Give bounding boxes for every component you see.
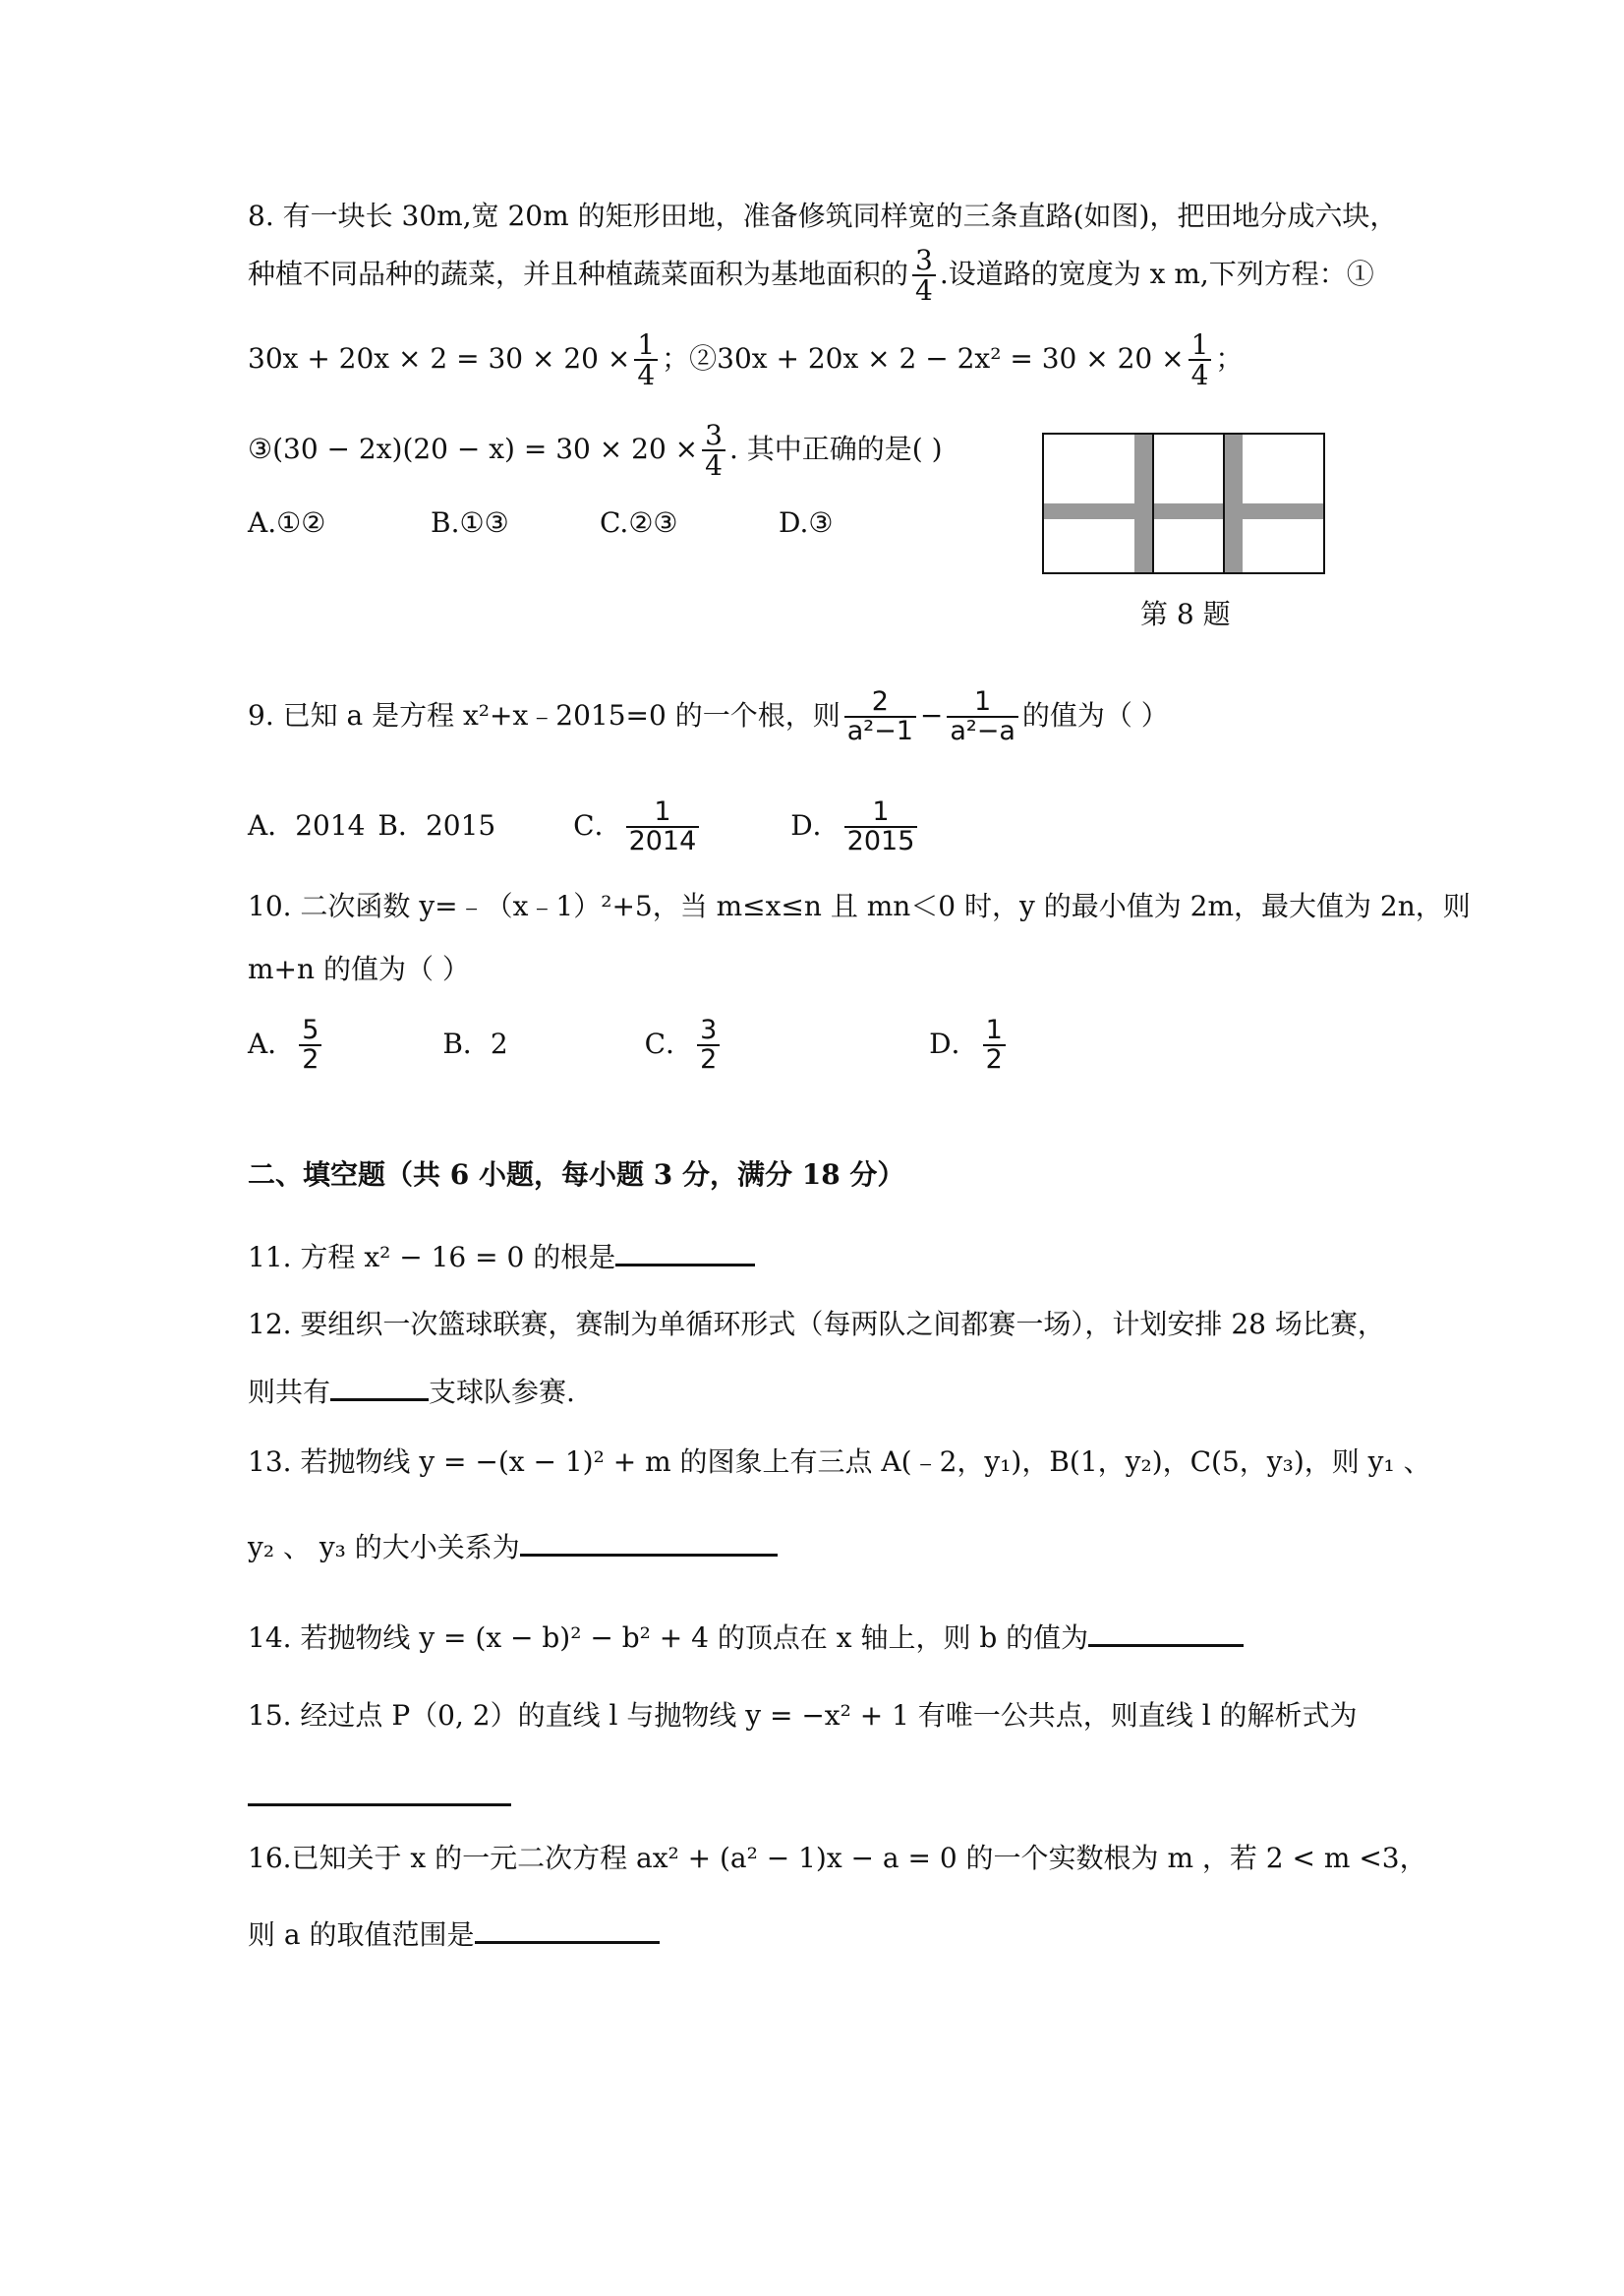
q10-option-a: A． [248,1027,296,1060]
q9-fraction-2 [947,688,1018,746]
q8-option-d: D.③ [779,506,834,539]
q13-line2 [248,1526,778,1564]
q10-line2: m+n 的值为（ ） [248,953,470,985]
q9-stem-pre: 9. 已知 a 是方程 x²+x﹣2015=0 的一个根，则 [248,698,841,732]
q9-option-d: D． [790,808,841,842]
q10-option-c-fraction-den: 2 [700,1044,718,1076]
q9-option-a: A．2014 [248,808,366,842]
q12-line2 [248,1371,575,1409]
q10-option-b: B．2 [442,1027,508,1060]
q8-eq3-fraction [702,421,725,481]
q8-line2-pre: 种植不同品种的蔬菜，并且种植蔬菜面积为基地面积的 [248,257,909,290]
q13-line1: 13. 若抛物线 y = −(x − 1)² + m 的图象上有三点 A(﹣2，y₁)，B(1，y₂)，C(5，y₃)，则 y₁ 、 [248,1445,1431,1478]
q8-option-b: B.①③ [431,506,509,539]
q8-eq3-fraction-den: 4 [705,449,723,483]
q9-minus: − [919,698,944,732]
q8-vertical-road-left [1134,435,1152,572]
q16-line2 [248,1913,660,1952]
q9-option-d-fraction-den: 2015 [846,826,915,857]
q8-equation-3 [248,421,943,481]
q10-option-d-fraction-num: 1 [983,1017,1006,1046]
q8-eq1: 30x + 20x × 2 = 30 × 20 × [248,341,631,375]
q14-text: 14. 若抛物线 y = (x − b)² − b² + 4 的顶点在 x 轴上，则 b 的值为 [248,1621,1089,1654]
q11-text: 11. 方程 x² − 16 = 0 的根是 [248,1241,616,1273]
q9-fraction-1-den: a²−1 [846,716,913,747]
q8-area-fraction-den: 4 [915,274,933,308]
q15-answer-blank[interactable] [248,1776,511,1806]
q8-road-edge [1152,435,1154,572]
q9-option-c-fraction-den: 2014 [628,826,697,857]
q8-eq3-fraction-num: 3 [702,421,725,451]
q10-option-d-fraction-den: 2 [985,1044,1003,1076]
q8-option-c: C.②③ [600,506,678,539]
q9-option-c-fraction [626,798,700,856]
q10-option-c: C． [644,1027,694,1060]
q12-line2-post: 支球队参赛. [429,1376,575,1408]
q8-eq3: ③(30 − 2x)(20 − x) = 30 × 20 × [248,432,699,465]
q8-horizontal-road [1044,503,1323,519]
q11-answer-blank[interactable] [615,1236,755,1266]
q9-stem-post: 的值为（ ） [1021,698,1169,732]
q8-road-edge [1223,435,1225,572]
q16-line2-text: 则 a 的取值范围是 [248,1918,475,1951]
q8-figure-caption: 第 8 题 [1140,598,1231,630]
q8-eq1-fraction [634,330,658,390]
q10-option-c-fraction-num: 3 [697,1017,720,1046]
q16-line1: 16.已知关于 x 的一元二次方程 ax² + (a² − 1)x − a = 0 的一个实数根为 m ，若 2 < m <3， [248,1842,1427,1874]
q8-area-fraction [912,246,936,306]
q9-stem [248,688,1169,746]
q9-option-c-fraction-num: 1 [626,798,700,828]
q8-field-figure [1042,433,1325,574]
q8-line2 [248,246,1374,306]
q9-fraction-2-den: a²−a [950,716,1015,747]
q10-option-d-fraction [983,1017,1006,1075]
q8-eq2-fraction [1189,330,1212,390]
q13-line2-text: y₂ 、 y₃ 的大小关系为 [248,1531,520,1563]
q11 [248,1236,755,1274]
q9-option-d-fraction [844,798,918,856]
q8-line2-post: .设道路的宽度为 x m,下列方程：① [939,257,1374,290]
q13-answer-blank[interactable] [520,1526,778,1557]
q10-option-a-fraction [299,1017,321,1075]
q8-eq2: ；②30x + 20x × 2 − 2x² = 30 × 20 × [662,341,1185,375]
q8-eq1-fraction-den: 4 [637,359,656,392]
q8-option-a: A.①② [248,506,326,539]
q12-answer-blank[interactable] [330,1371,429,1401]
q8-eq2-fraction-den: 4 [1190,359,1209,392]
q8-area-fraction-num: 3 [912,246,936,276]
q8-vertical-road-right [1225,435,1243,572]
q12-line2-pre: 则共有 [248,1376,331,1408]
q8-line1: 8. 有一块长 30m,宽 20m 的矩形田地，准备修筑同样宽的三条直路(如图)，把田地分成六块， [248,200,1398,232]
q9-fraction-1-num: 2 [844,688,916,718]
q16-answer-blank[interactable] [475,1913,660,1944]
q9-fraction-2-num: 1 [947,688,1018,718]
q10-option-a-fraction-den: 2 [302,1044,319,1076]
q9-option-d-fraction-num: 1 [844,798,918,828]
q15: 15. 经过点 P（0, 2）的直线 l 与抛物线 y = −x² + 1 有唯一公共点，则直线 l 的解析式为 [248,1699,1358,1732]
q8-eq2-end: ； [1215,341,1244,375]
q14-answer-blank[interactable] [1088,1617,1244,1647]
q14 [248,1617,1244,1655]
q8-eq1-fraction-num: 1 [634,330,658,361]
q9-option-c: C． [573,808,622,842]
q10-option-a-fraction-num: 5 [299,1017,321,1046]
q10-option-d: D． [929,1027,979,1060]
q9-option-b: B．2015 [377,808,496,842]
q8-eq2-fraction-num: 1 [1189,330,1212,361]
q8-equations-1-2 [248,330,1243,390]
q10-options [248,1017,1010,1075]
q9-fraction-1 [844,688,916,746]
q9-options [248,798,921,856]
section-2-heading: 二、填空题（共 6 小题，每小题 3 分，满分 18 分） [248,1158,905,1191]
q10-option-c-fraction [697,1017,720,1075]
q10-line1: 10. 二次函数 y=﹣（x﹣1）²+5，当 m≤x≤n 且 mn＜0 时，y 的最小值为 2m，最大值为 2n，则 [248,890,1471,922]
q8-eq3-end: . 其中正确的是( ) [728,432,943,465]
q12-line1: 12. 要组织一次篮球联赛，赛制为单循环形式（每两队之间都赛一场），计划安排 28 场比赛， [248,1308,1385,1340]
